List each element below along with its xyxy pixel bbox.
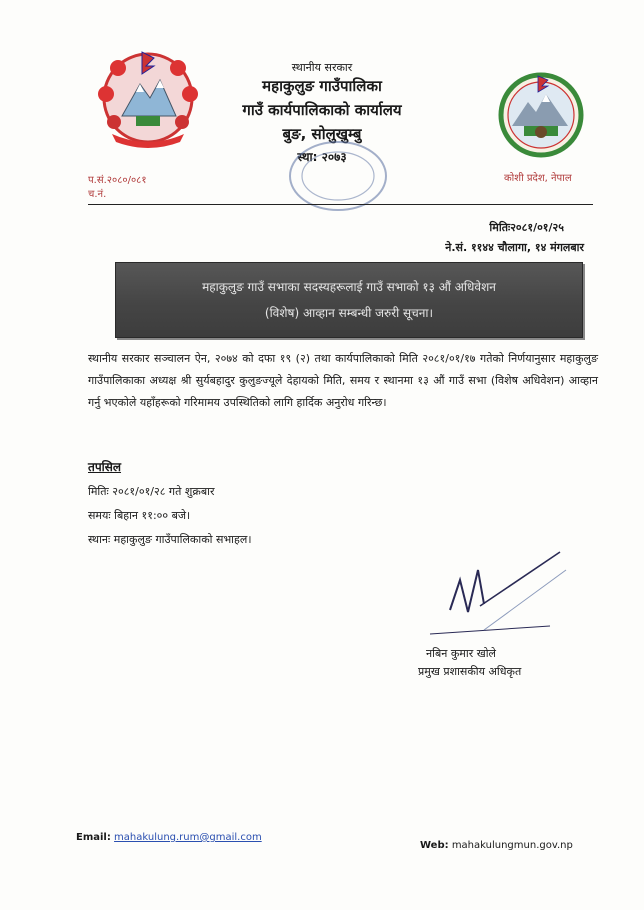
office-stamp (282, 132, 394, 220)
header-local-government: स्थानीय सरकार (291, 61, 353, 74)
subject-line-1: महाकुलुङ गाउँ सभाका सदस्यहरूलाई गाउँ सभाको १३ औं अधिवेशन (202, 280, 496, 294)
subject-banner (115, 262, 583, 338)
notice-body: स्थानीय सरकार सञ्चालन ऐन, २०७४ को दफा १९ (२) तथा कार्यपालिकाको मिति २०८१/०१/१७ गतेको निर्णयानुसार महाकुलुङ गाउँपालिकाका अध्यक्ष श्री सुर्यबहादुर कुलुङज्यूले देहायको मिति, समय र स्थानमा १३ औं गाउँ सभा (विशेष अधिवेशन) आव्हान गर्नु भएकोले यहाँहरूको गरिमामय उपस्थितिको लागि हार्दिक अनुरोध गरिन्छ। (88, 352, 598, 409)
details-place: स्थानः महाकुलुङ गाउँपालिकाको सभाहल। (88, 533, 252, 546)
signatory-title: प्रमुख प्रशासकीय अधिकृत (418, 665, 522, 678)
email-label: Email: (76, 832, 111, 843)
header-established: स्था: २०७३ (297, 150, 347, 164)
patra-sankhya: प.सं.२०८०/०८१ (88, 175, 147, 186)
footer-web (420, 840, 573, 851)
footer-email (76, 832, 262, 843)
header-municipality-name: महाकुलुङ गाउँपालिका (262, 77, 382, 95)
header-divider (88, 204, 593, 205)
signature (420, 540, 570, 650)
subject-line-2: (विशेष) आव्हान सम्बन्धी जरुरी सूचना। (264, 306, 434, 320)
signatory-name: नबिन कुमार खोले (426, 647, 497, 660)
details-heading: तपसिल (88, 460, 122, 474)
chalani-number: च.नं. (88, 189, 107, 200)
details-date: मितिः २०८१/०१/२८ गते शुक्रबार (88, 485, 215, 498)
header-office-name: गाउँ कार्यपालिकाको कार्यालय (242, 101, 402, 119)
date-bs: मितिः२०८१/०१/२५ (489, 221, 564, 234)
province-label: कोशी प्रदेश, नेपाल (504, 173, 572, 184)
header-address: बुङ, सोलुखुम्बु (282, 125, 362, 143)
date-nepal-sambat: ने.सं. ११४४ चौलागा, १४ मंगलबार (445, 241, 584, 254)
web-address[interactable]: mahakulungmun.gov.np (451, 840, 573, 851)
web-label: Web: (420, 840, 449, 851)
details-time: समयः बिहान ११:०० बजे। (88, 509, 191, 522)
email-link[interactable]: mahakulung.rum@gmail.com (114, 832, 262, 843)
